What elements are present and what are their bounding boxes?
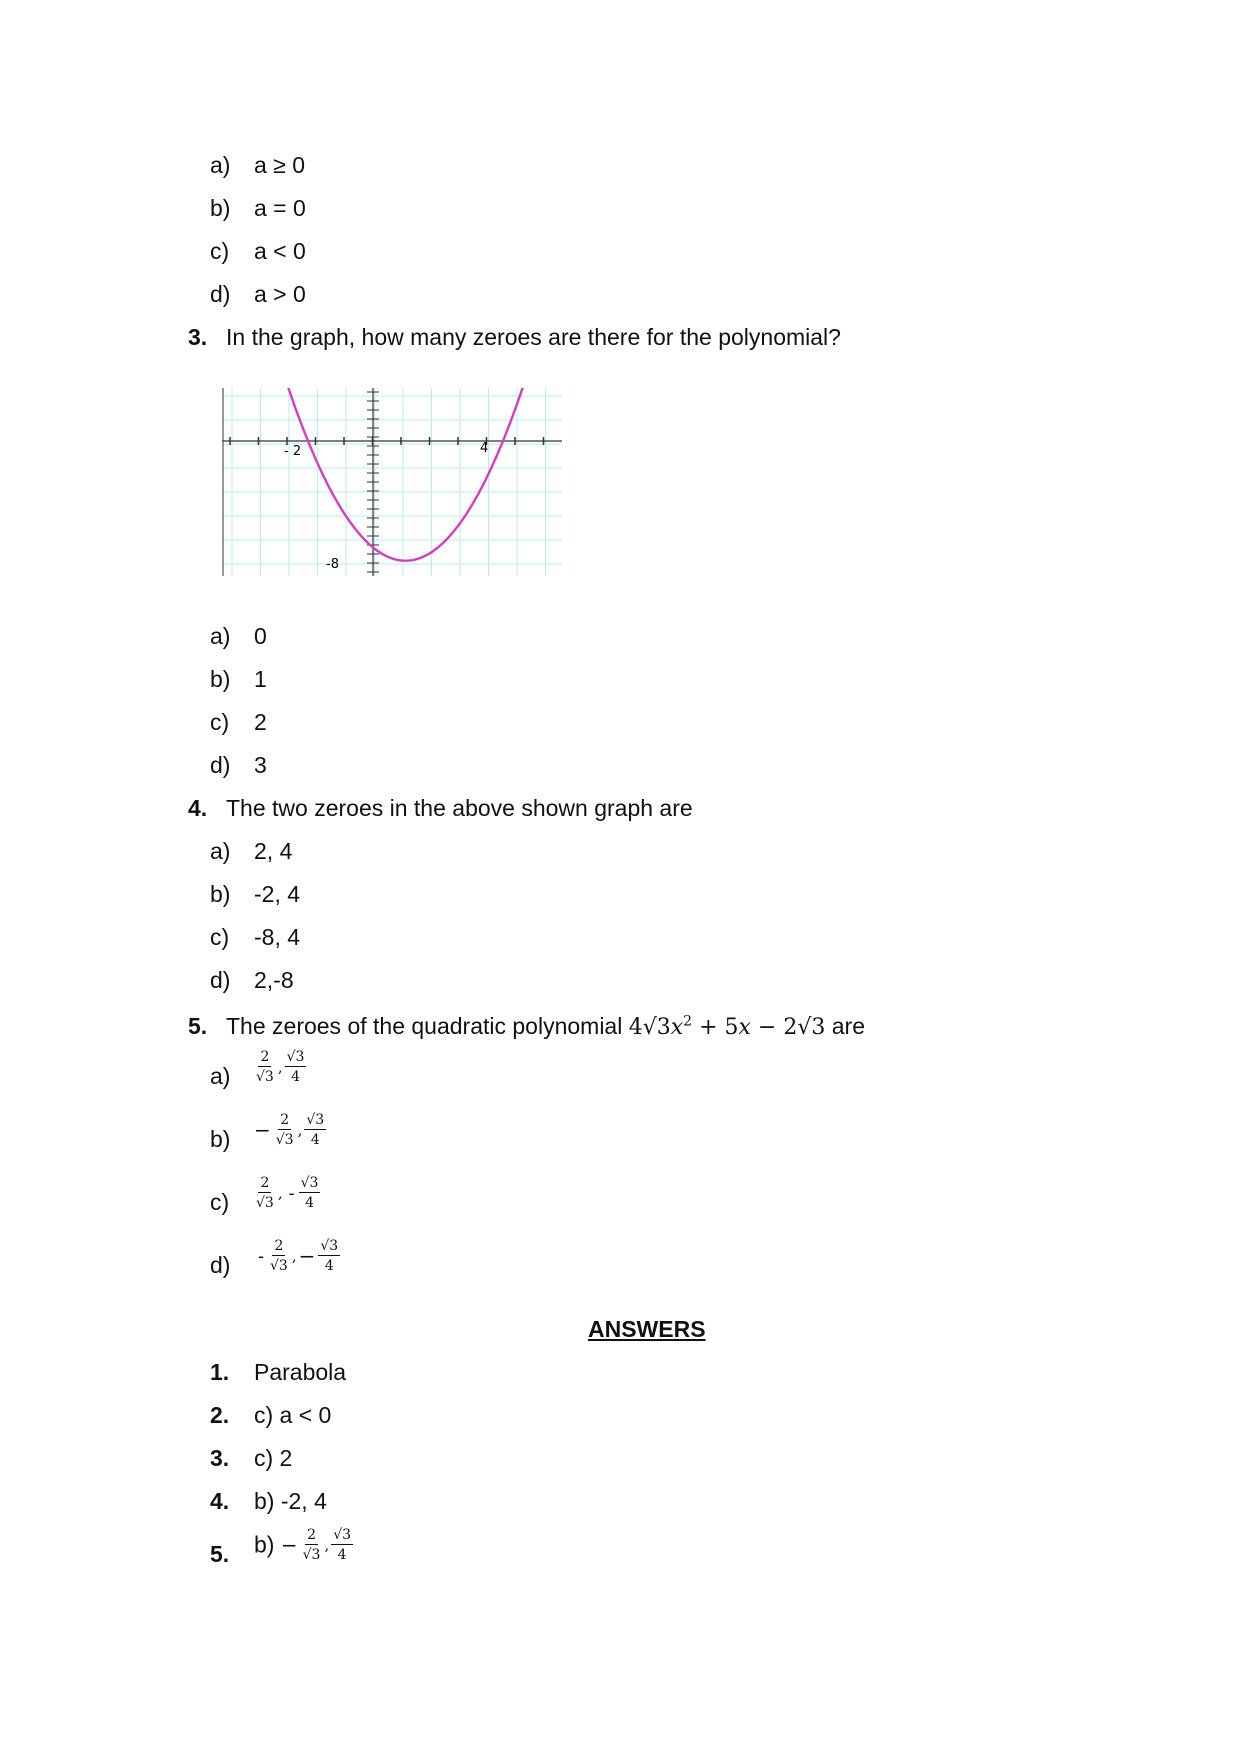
q5-option-a-label: a): [210, 1063, 231, 1089]
label-neg-eight: -8: [326, 557, 339, 572]
q4-option-a-label: a): [210, 838, 231, 864]
q3-option-b-label: b): [210, 666, 231, 692]
fraction: $\frac{2}{√3}$: [270, 1238, 288, 1274]
q4-option-d-text: 2,-8: [254, 967, 294, 993]
q5-text-line: [226, 1013, 865, 1040]
answer-text: c) 2: [254, 1445, 293, 1471]
q5-option-d-expr: - $\frac{2}{√3}$ , − $\frac{√3}{4}$: [258, 1238, 339, 1274]
answers-heading: ANSWERS: [588, 1316, 706, 1342]
answer-text: Parabola: [254, 1359, 347, 1385]
q5-option-c-expr: $\frac{2}{√3}$ , - $\frac{√3}{4}$: [256, 1175, 319, 1211]
q4-option-d-label: d): [210, 967, 231, 993]
q2-option-b-text: a = 0: [254, 195, 306, 221]
q5-poly-mid: + 5: [692, 1015, 739, 1040]
fraction: $\frac{√3}{4}$: [320, 1238, 339, 1274]
q5-poly-sq: 2: [683, 1013, 693, 1030]
answer-number: 5.: [210, 1541, 230, 1567]
label-neg-two: - 2: [284, 444, 302, 459]
q4-option-b-text: -2, 4: [254, 881, 301, 907]
q3-option-d-text: 3: [254, 752, 267, 778]
q5-option-c-label: c): [210, 1189, 230, 1215]
q5-poly-coef: 4√3: [628, 1015, 671, 1040]
parabola-curve: [284, 388, 528, 561]
q3-text: In the graph, how many zeroes are there for the polynomial?: [226, 324, 841, 350]
q2-option-c-text: a < 0: [254, 238, 306, 264]
q4-number: 4.: [188, 795, 208, 821]
q4-option-b-label: b): [210, 881, 231, 907]
fraction: $\frac{2}{√3}$: [256, 1049, 274, 1085]
fraction: $\frac{√3}{4}$: [333, 1527, 352, 1563]
q5-poly-x: x: [670, 1015, 684, 1040]
q3-option-b-text: 1: [254, 666, 267, 692]
q2-option-a-text: a ≥ 0: [254, 152, 305, 178]
q5-text: The zeroes of the quadratic polynomial: [226, 1013, 623, 1039]
fraction: $\frac{√3}{4}$: [306, 1112, 325, 1148]
parabola-graph: [222, 388, 562, 576]
q5-poly-x2: x: [738, 1015, 751, 1040]
q2-option-a-label: a): [210, 152, 231, 178]
fraction: $\frac{√3}{4}$: [286, 1049, 305, 1085]
graph-grid: [222, 388, 562, 576]
q5-option-a-expr: $\frac{2}{√3}$ , $\frac{√3}{4}$: [256, 1049, 305, 1085]
q4-option-c-label: c): [210, 924, 230, 950]
answer-5-expr: b) − $\frac{2}{√3}$ , $\frac{√3}{4}$: [254, 1527, 352, 1563]
q5-option-b-expr: − $\frac{2}{√3}$ , $\frac{√3}{4}$: [254, 1112, 325, 1148]
q3-option-c-text: 2: [254, 709, 267, 735]
answer-text: b) -2, 4: [254, 1488, 327, 1514]
q3-number: 3.: [188, 324, 208, 350]
q3-option-a-label: a): [210, 623, 231, 649]
fraction: $\frac{2}{√3}$: [275, 1112, 294, 1148]
q5-poly-rest: − 2√3: [750, 1015, 826, 1040]
graph-axes: [222, 388, 562, 576]
q2-option-d-label: d): [210, 281, 231, 307]
q5-suffix: are: [831, 1013, 866, 1039]
q4-option-a-text: 2, 4: [254, 838, 293, 864]
q3-option-a-text: 0: [254, 623, 267, 649]
answer-number: 2.: [210, 1402, 230, 1428]
q2-option-d-text: a > 0: [254, 281, 306, 307]
q4-option-c-text: -8, 4: [254, 924, 301, 950]
q2-option-b-label: b): [210, 195, 231, 221]
q4-text: The two zeroes in the above shown graph are: [226, 795, 693, 821]
answer-text: c) a < 0: [254, 1402, 332, 1428]
q5-number: 5.: [188, 1013, 208, 1039]
fraction: $\frac{√3}{4}$: [300, 1175, 319, 1211]
graph-ticks: [230, 392, 544, 572]
answer-number: 4.: [210, 1488, 230, 1514]
fraction: $\frac{2}{√3}$: [256, 1175, 274, 1211]
q5-option-b-label: b): [210, 1126, 231, 1152]
q2-option-c-label: c): [210, 238, 230, 264]
label-four: 4: [480, 441, 489, 456]
q3-option-d-label: d): [210, 752, 231, 778]
q3-option-c-label: c): [210, 709, 230, 735]
fraction: $\frac{2}{√3}$: [302, 1527, 321, 1563]
q5-option-d-label: d): [210, 1252, 231, 1278]
answer-number: 3.: [210, 1445, 230, 1471]
answer-number: 1.: [210, 1359, 230, 1385]
